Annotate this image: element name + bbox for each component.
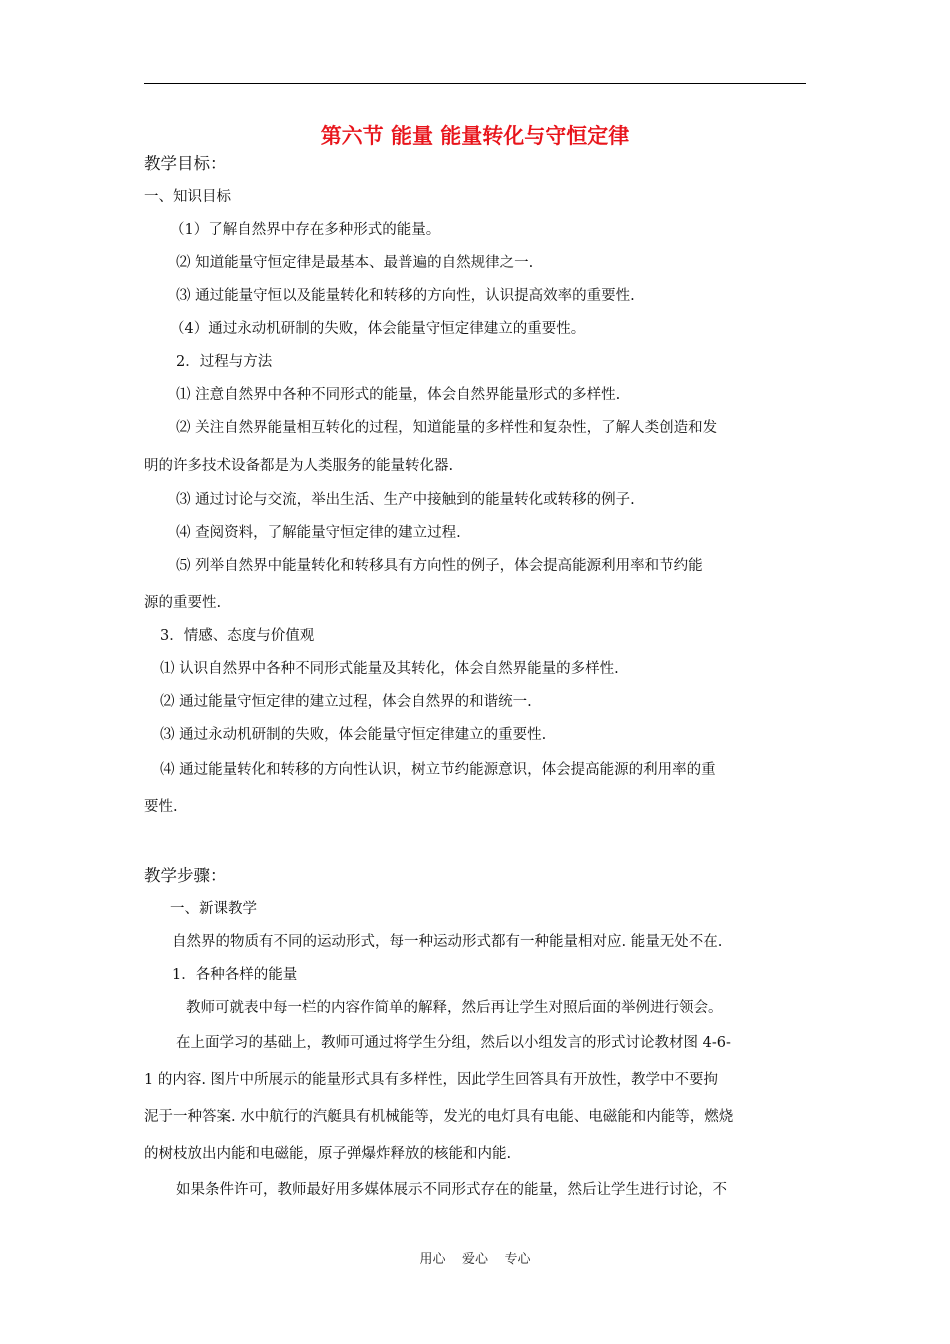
paragraph-line: 如果条件许可，教师最好用多媒体展示不同形式存在的能量，然后让学生进行讨论，不 [176, 1182, 727, 1198]
section-heading-steps: 教学步骤： [144, 866, 227, 885]
paragraph-line: ⑵ 关注自然界能量相互转化的过程，知道能量的多样性和复杂性，了解人类创造和发 [176, 420, 718, 436]
paragraph-line: ⑵ 知道能量守恒定律是最基本、最普遍的自然规律之一. [176, 255, 534, 271]
paragraph-line: ⑷ 查阅资料，了解能量守恒定律的建立过程. [176, 525, 461, 541]
subheading-knowledge: 一、知识目标 [144, 189, 231, 205]
paragraph-line: 的树枝放出内能和电磁能，原子弹爆炸释放的核能和内能. [144, 1146, 512, 1162]
paragraph-line: 源的重要性. [144, 595, 222, 611]
paragraph-line: （1）了解自然界中存在多种形式的能量。 [170, 222, 441, 238]
subheading-energy-types: 1．各种各样的能量 [172, 967, 298, 983]
subheading-attitude: 3．情感、态度与价值观 [160, 628, 315, 644]
paragraph-line: 自然界的物质有不同的运动形式，每一种运动形式都有一种能量相对应. 能量无处不在. [172, 934, 723, 950]
paragraph-line: ⑶ 通过永动机研制的失败，体会能量守恒定律建立的重要性. [160, 727, 547, 743]
paragraph-line: 教师可就表中每一栏的内容作简单的解释，然后再让学生对照后面的举例进行领会。 [186, 1000, 723, 1016]
page-footer: 用心 爱心 专心 [419, 1252, 531, 1267]
paragraph-line: （4）通过永动机研制的失败，体会能量守恒定律建立的重要性。 [170, 321, 586, 337]
paragraph-line: ⑵ 通过能量守恒定律的建立过程，体会自然界的和谐统一. [160, 694, 532, 710]
paragraph-line: 1 的内容. 图片中所展示的能量形式具有多样性，因此学生回答具有开放性，教学中不要拘 [144, 1072, 719, 1088]
paragraph-line: ⑷ 通过能量转化和转移的方向性认识，树立节约能源意识，体会提高能源的利用率的重 [160, 762, 716, 778]
paragraph-line: ⑴ 认识自然界中各种不同形式能量及其转化，体会自然界能量的多样性. [160, 661, 619, 677]
header-rule [144, 83, 806, 84]
paragraph-line: ⑸ 列举自然界中能量转化和转移具有方向性的例子，体会提高能源利用率和节约能 [176, 558, 703, 574]
page-title: 第六节 能量 能量转化与守恒定律 [320, 124, 630, 148]
paragraph-line: 明的许多技术设备都是为人类服务的能量转化器. [144, 458, 454, 474]
paragraph-line: 要性. [144, 799, 178, 815]
paragraph-line: ⑴ 注意自然界中各种不同形式的能量，体会自然界能量形式的多样性. [176, 387, 621, 403]
subheading-new-lesson: 一、新课教学 [170, 901, 257, 917]
section-heading-objectives: 教学目标： [144, 154, 227, 173]
paragraph-line: 在上面学习的基础上，教师可通过将学生分组，然后以小组发言的形式讨论教材图 4-6- [176, 1035, 731, 1051]
paragraph-line: 泥于一种答案. 水中航行的汽艇具有机械能等，发光的电灯具有电能、电磁能和内能等，燃烧 [144, 1109, 734, 1125]
paragraph-line: ⑶ 通过能量守恒以及能量转化和转移的方向性，认识提高效率的重要性. [176, 288, 635, 304]
paragraph-line: ⑶ 通过讨论与交流，举出生活、生产中接触到的能量转化或转移的例子. [176, 492, 635, 508]
subheading-process: 2．过程与方法 [176, 354, 273, 370]
